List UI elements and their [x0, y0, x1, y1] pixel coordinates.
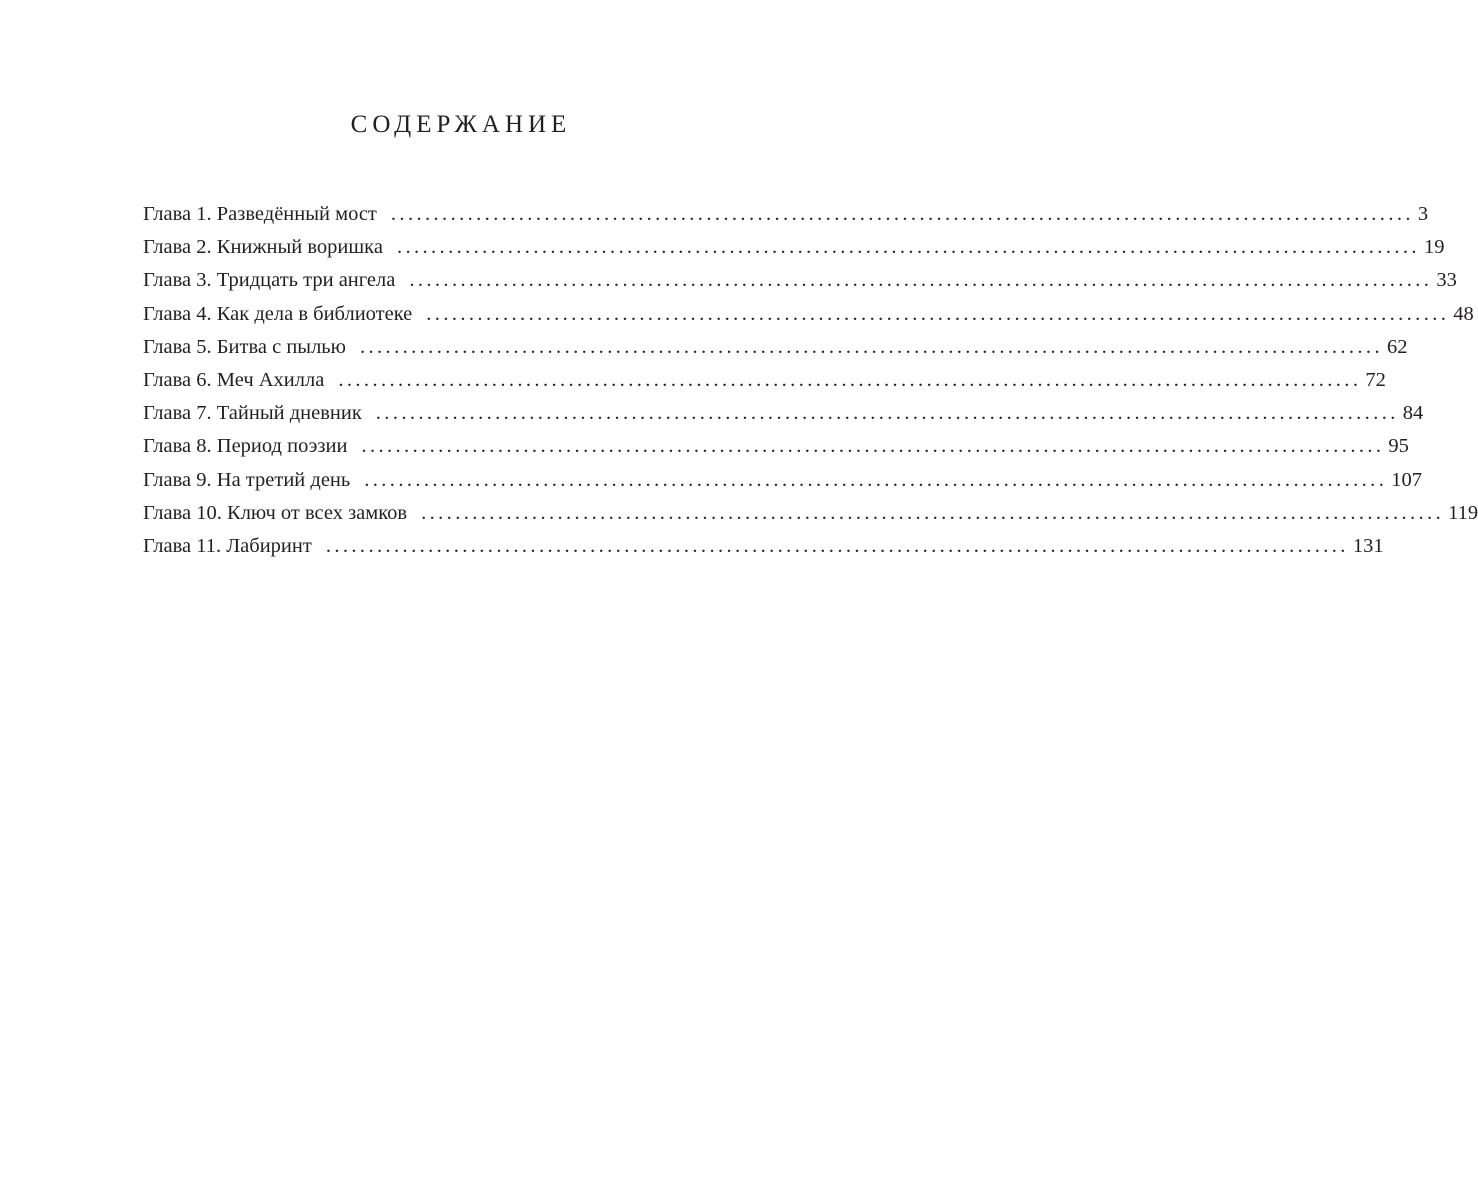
toc-entry-9[interactable] — [143, 468, 1422, 502]
toc-entry-5[interactable] — [143, 335, 1408, 369]
toc-entry-label: Глава 1. Разведённый мост — [143, 203, 377, 225]
toc-entry-2[interactable] — [143, 236, 1445, 269]
toc-dot-leader: ........................................................................................................................ — [361, 435, 1385, 458]
toc-entry-page: 3 — [1417, 203, 1429, 225]
toc-entry-3[interactable] — [143, 269, 1457, 302]
toc-entry-4[interactable] — [143, 302, 1474, 336]
toc-entry-label: Глава 4. Как дела в библиотеке — [143, 302, 413, 325]
toc-entry-page: 48 — [1453, 302, 1474, 325]
toc-entry-page: 72 — [1365, 368, 1386, 391]
toc-entry-page: 84 — [1402, 402, 1424, 425]
toc-dot-leader: ........................................................................................................................ — [396, 236, 1420, 259]
toc-entry-label: Глава 3. Тридцать три ангела — [143, 269, 396, 292]
toc-entry-11[interactable] — [143, 534, 1384, 568]
toc-dot-leader: ........................................................................................................................ — [359, 335, 1383, 358]
toc-dot-leader: ........................................................................................................................ — [409, 269, 1433, 292]
toc-entry-6[interactable] — [143, 368, 1386, 402]
toc-dot-leader: ........................................................................................................................ — [325, 534, 1349, 557]
toc-entry-label: Глава 5. Битва с пылью — [143, 335, 346, 358]
toc-entry-label: Глава 2. Книжный воришка — [143, 236, 383, 259]
toc-dot-leader: ........................................................................................................................ — [421, 501, 1445, 524]
toc-entry-label: Глава 8. Период поэзии — [143, 435, 348, 458]
toc-entry-label: Глава 6. Меч Ахилла — [143, 368, 325, 391]
toc-dot-leader: ........................................................................................................................ — [375, 402, 1399, 425]
table-of-contents — [143, 203, 1478, 568]
toc-entry-page: 19 — [1423, 236, 1445, 259]
toc-entry-page: 33 — [1436, 269, 1457, 292]
toc-entry-page: 107 — [1391, 468, 1422, 491]
toc-entry-10[interactable] — [143, 501, 1478, 535]
toc-entry-label: Глава 11. Лабиринт — [143, 534, 312, 557]
toc-entry-label: Глава 9. На третий день — [143, 468, 351, 491]
toc-entry-page: 119 — [1448, 501, 1478, 524]
toc-entry-page: 62 — [1386, 335, 1408, 358]
toc-dot-leader: ........................................................................................................................ — [390, 203, 1414, 225]
toc-entry-page: 95 — [1388, 435, 1409, 458]
toc-dot-leader: ........................................................................................................................ — [364, 468, 1388, 491]
toc-entry-label: Глава 7. Тайный дневник — [143, 402, 362, 425]
toc-entry-7[interactable] — [143, 402, 1424, 435]
toc-entry-1[interactable] — [143, 203, 1429, 236]
toc-dot-leader: ........................................................................................................................ — [426, 302, 1450, 325]
toc-entry-8[interactable] — [143, 435, 1409, 468]
toc-entry-label: Глава 10. Ключ от всех замков — [143, 501, 408, 524]
page-title: СОДЕРЖАНИЕ — [350, 111, 572, 138]
toc-dot-leader: ........................................................................................................................ — [338, 368, 1362, 391]
toc-entry-page: 131 — [1352, 534, 1384, 557]
